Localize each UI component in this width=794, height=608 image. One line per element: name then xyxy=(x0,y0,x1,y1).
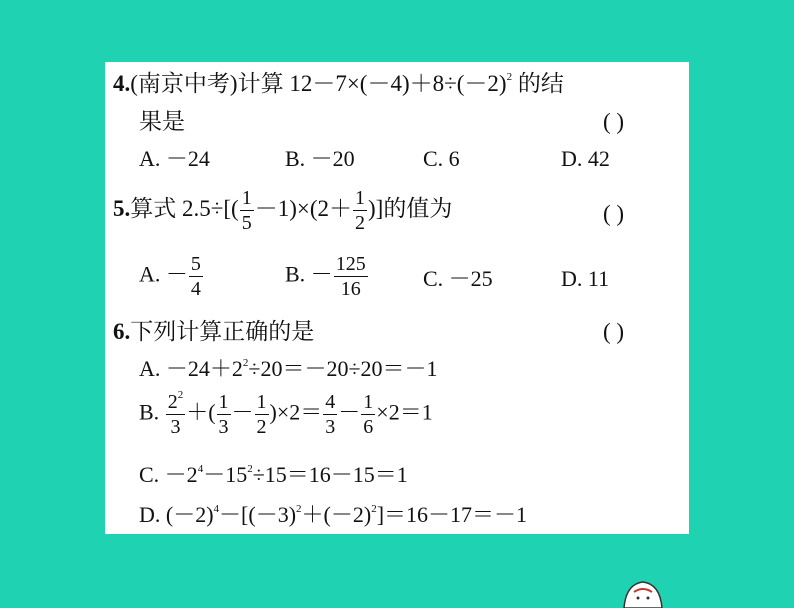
q4-line1 xyxy=(113,72,564,95)
q6-option-b[interactable]: B. $\frac{2^2}{3}$ ＋( $\frac{1}{3}$ － $\frac{1}{2}$ )×2＝ $\frac{4}{3}$ － $\frac{1}{6}$ ×2＝1 xyxy=(139,389,433,438)
q6-answer-blank[interactable]: ( ) xyxy=(603,319,625,344)
q4-exponent: 2 xyxy=(506,71,513,84)
q6-option-d[interactable]: D. $(-2)^4-[(-3)^2+(-2)^2]=16-17=-1$ xyxy=(139,502,528,527)
q4-text: (南京中考)计算 12－7×(－4)＋8÷(－2) xyxy=(130,71,507,96)
q5-fraction-2: $\frac{1}{2}$ xyxy=(355,187,365,234)
q5-fraction-1: $\frac{1}{5}$ xyxy=(241,187,252,234)
q6-b-fraction-4: $\frac{4}{3}$ xyxy=(325,391,336,438)
q5-text-pre: 算式 2.5÷[( xyxy=(130,195,239,221)
q6-number: 6. xyxy=(113,319,131,344)
q4-answer-blank[interactable]: ( ) xyxy=(603,109,625,134)
q5-text-mid: －1)×(2＋ xyxy=(254,195,352,221)
q5-option-d[interactable]: D. 11 xyxy=(561,266,610,291)
q5-number: 5. xyxy=(113,195,131,221)
mascot-icon xyxy=(620,578,666,608)
q4-line2: 果是 xyxy=(139,109,185,134)
q5-option-a-fraction: $\frac{5}{4}$ xyxy=(190,253,201,300)
q5-option-c[interactable]: C. －25 xyxy=(423,266,493,291)
q6-b-fraction-3: $\frac{1}{2}$ xyxy=(256,391,267,438)
q6-b-fraction-1: $\frac{2^2}{3}$ xyxy=(167,389,184,438)
q6-text: 下列计算正确的是 xyxy=(130,319,315,344)
q6-option-c[interactable]: C. $-2^4-15^2\div 15=16-15=1$ xyxy=(139,462,408,487)
q5-option-b[interactable]: B. － $\frac{125}{16}$ xyxy=(285,253,366,300)
q6-option-a[interactable]: A. $-24+2^2\div 20=-20\div 20=-1$ xyxy=(139,356,438,381)
q4-number: 4. xyxy=(113,71,131,96)
q4-option-b[interactable]: B. －20 xyxy=(285,146,355,171)
q6-line xyxy=(113,320,314,343)
q4-option-d[interactable]: D. 42 xyxy=(561,146,610,171)
q5-option-a[interactable]: A. － $\frac{5}{4}$ xyxy=(139,253,201,300)
q6-b-fraction-5: $\frac{1}{6}$ xyxy=(363,391,374,438)
q5-answer-blank[interactable]: ( ) xyxy=(603,201,625,226)
q4-option-a[interactable]: A. －24 xyxy=(139,146,210,171)
q4-text-tail: 的结 xyxy=(512,71,564,96)
q4-option-c[interactable]: C. 6 xyxy=(423,146,460,171)
question-card xyxy=(105,62,689,534)
q5-line xyxy=(113,188,452,233)
q5-option-b-fraction: $\frac{125}{16}$ xyxy=(335,253,366,300)
q6-b-fraction-2: $\frac{1}{3}$ xyxy=(218,391,229,438)
q5-text-post: )]的值为 xyxy=(368,195,453,221)
